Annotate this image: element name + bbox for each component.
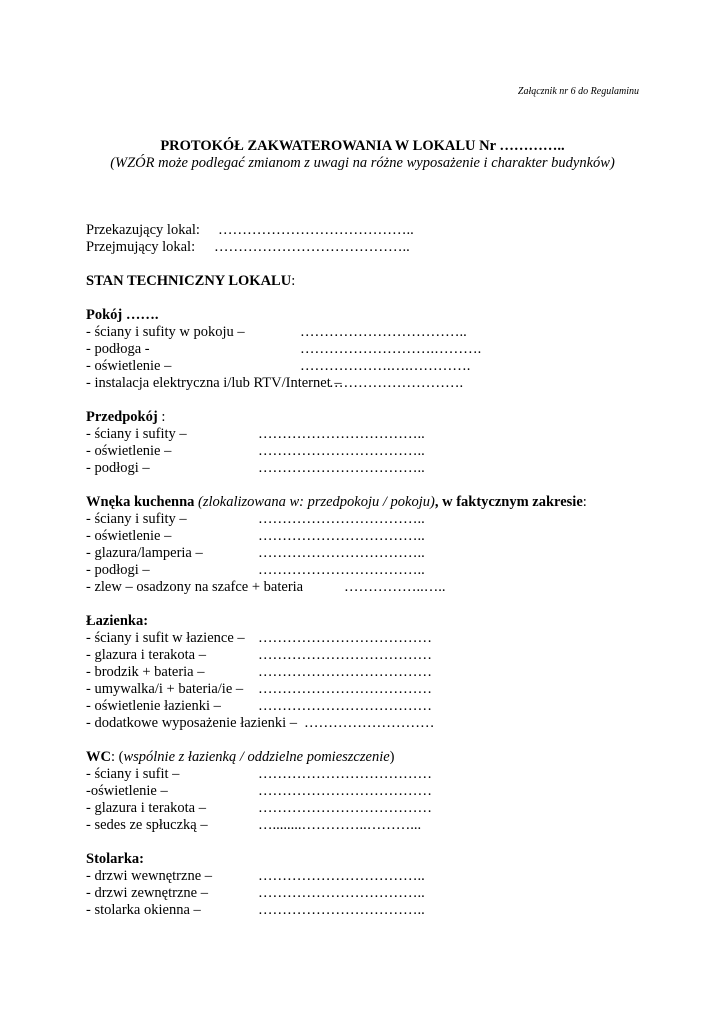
room-item-field: ………………………. <box>329 375 464 391</box>
wc-item-row <box>86 817 686 834</box>
bathroom-item-field: ……………………………… <box>258 681 432 697</box>
room-item-row <box>86 375 686 392</box>
joinery-item-label: - drzwi wewnętrzne – <box>86 868 213 884</box>
room-item-label: - instalacja elektryczna i/lub RTV/Internet – <box>86 375 342 391</box>
room-item-label: - podłoga - <box>86 341 150 357</box>
kitchen-item-label: - oświetlenie – <box>86 528 172 544</box>
room-heading: Pokój ……. <box>86 307 159 323</box>
wc-item-row <box>86 783 686 800</box>
kitchen-item-label: - podłogi – <box>86 562 150 578</box>
bathroom-item-label: - brodzik + bateria – <box>86 664 205 680</box>
handover-from-label: Przekazujący lokal: <box>86 222 200 238</box>
hallway-heading: Przedpokój : <box>86 409 166 425</box>
kitchen-item-row <box>86 562 686 579</box>
joinery-item-field: …………………………….. <box>258 868 425 884</box>
kitchen-item-field: …………………………….. <box>258 545 425 561</box>
joinery-item-row <box>86 868 686 885</box>
joinery-item-row <box>86 902 686 919</box>
room-item-label: - oświetlenie – <box>86 358 172 374</box>
handover-from-row <box>86 222 686 239</box>
hallway-item-label: - oświetlenie – <box>86 443 172 459</box>
joinery-heading: Stolarka: <box>86 851 144 867</box>
handover-to-row <box>86 239 686 256</box>
kitchen-heading: Wnęka kuchenna (zlokalizowana w: przedpokoju / pokoju), w faktycznym zakresie: <box>86 494 587 510</box>
protocol-body <box>86 222 686 919</box>
kitchen-item-field: …………………………….. <box>258 528 425 544</box>
kitchen-item-field: ……………..….. <box>344 579 446 595</box>
wc-items <box>86 766 686 834</box>
kitchen-item-row <box>86 579 686 596</box>
joinery-item-field: …………………………….. <box>258 902 425 918</box>
handover-from-field: ………………………………….. <box>218 222 414 238</box>
hallway-item-row <box>86 460 686 477</box>
bathroom-item-field: ……………………………… <box>258 664 432 680</box>
room-item-row <box>86 341 686 358</box>
wc-item-label: -oświetlenie – <box>86 783 168 799</box>
kitchen-item-label: - glazura/lamperia – <box>86 545 203 561</box>
wc-item-label: - sedes ze spłuczką – <box>86 817 208 833</box>
joinery-item-row <box>86 885 686 902</box>
room-item-field: ……………………….………. <box>300 341 482 357</box>
joinery-item-field: …………………………….. <box>258 885 425 901</box>
kitchen-item-field: …………………………….. <box>258 511 425 527</box>
wc-item-field: …........…………..………... <box>258 817 422 833</box>
room-item-field: …………………………….. <box>300 324 467 340</box>
hallway-item-label: - ściany i sufity – <box>86 426 187 442</box>
hallway-item-row <box>86 443 686 460</box>
kitchen-item-field: …………………………….. <box>258 562 425 578</box>
bathroom-item-row <box>86 715 686 732</box>
bathroom-item-row <box>86 698 686 715</box>
bathroom-item-field: ……………………………… <box>258 630 432 646</box>
kitchen-item-row <box>86 545 686 562</box>
kitchen-item-label: - zlew – osadzony na szafce + bateria <box>86 579 304 595</box>
bathroom-item-field: ……………………… <box>304 715 435 731</box>
room-item-field: ……………….….…………. <box>300 358 471 374</box>
wc-item-field: ……………………………… <box>258 783 432 799</box>
bathroom-item-label: - umywalka/i + bateria/ie – <box>86 681 244 697</box>
document-title: PROTOKÓŁ ZAKWATEROWANIA W LOKALU Nr ………….. <box>160 138 565 154</box>
bathroom-item-label: - ściany i sufit w łazience – <box>86 630 245 646</box>
hallway-item-label: - podłogi – <box>86 460 150 476</box>
room-item-row <box>86 324 686 341</box>
bathroom-item-row <box>86 647 686 664</box>
tech-state-heading: STAN TECHNICZNY LOKALU: <box>86 273 296 289</box>
bathroom-item-field: ……………………………… <box>258 698 432 714</box>
room-items <box>86 324 686 392</box>
kitchen-item-row <box>86 528 686 545</box>
wc-heading: WC: (wspólnie z łazienką / oddzielne pomieszczenie) <box>86 749 395 765</box>
kitchen-item-row <box>86 511 686 528</box>
handover-to-label: Przejmujący lokal: <box>86 239 196 255</box>
hallway-item-field: …………………………….. <box>258 426 425 442</box>
kitchen-item-label: - ściany i sufity – <box>86 511 187 527</box>
kitchen-items <box>86 511 686 596</box>
wc-item-field: ……………………………… <box>258 766 432 782</box>
bathroom-item-row <box>86 664 686 681</box>
wc-item-row <box>86 800 686 817</box>
joinery-item-label: - drzwi zewnętrzne – <box>86 885 208 901</box>
joinery-item-label: - stolarka okienna – <box>86 902 201 918</box>
wc-item-label: - glazura i terakota – <box>86 800 206 816</box>
annex-note: Załącznik nr 6 do Regulaminu <box>517 86 639 97</box>
hallway-items <box>86 426 686 477</box>
bathroom-item-row <box>86 681 686 698</box>
wc-item-label: - ściany i sufit – <box>86 766 180 782</box>
bathroom-item-label: - oświetlenie łazienki – <box>86 698 221 714</box>
bathroom-item-row <box>86 630 686 647</box>
wc-item-row <box>86 766 686 783</box>
room-item-row <box>86 358 686 375</box>
handover-to-field: ………………………………….. <box>214 239 410 255</box>
room-item-label: - ściany i sufity w pokoju – <box>86 324 245 340</box>
bathroom-items <box>86 630 686 732</box>
wc-item-field: ……………………………… <box>258 800 432 816</box>
document-subtitle: (WZÓR może podlegać zmianom z uwagi na różne wyposażenie i charakter budynków) <box>110 155 615 171</box>
bathroom-item-label: - dodatkowe wyposażenie łazienki – <box>86 715 297 731</box>
bathroom-item-label: - glazura i terakota – <box>86 647 206 663</box>
joinery-items <box>86 868 686 919</box>
bathroom-item-field: ……………………………… <box>258 647 432 663</box>
hallway-item-row <box>86 426 686 443</box>
hallway-item-field: …………………………….. <box>258 443 425 459</box>
bathroom-heading: Łazienka: <box>86 613 149 629</box>
hallway-item-field: …………………………….. <box>258 460 425 476</box>
